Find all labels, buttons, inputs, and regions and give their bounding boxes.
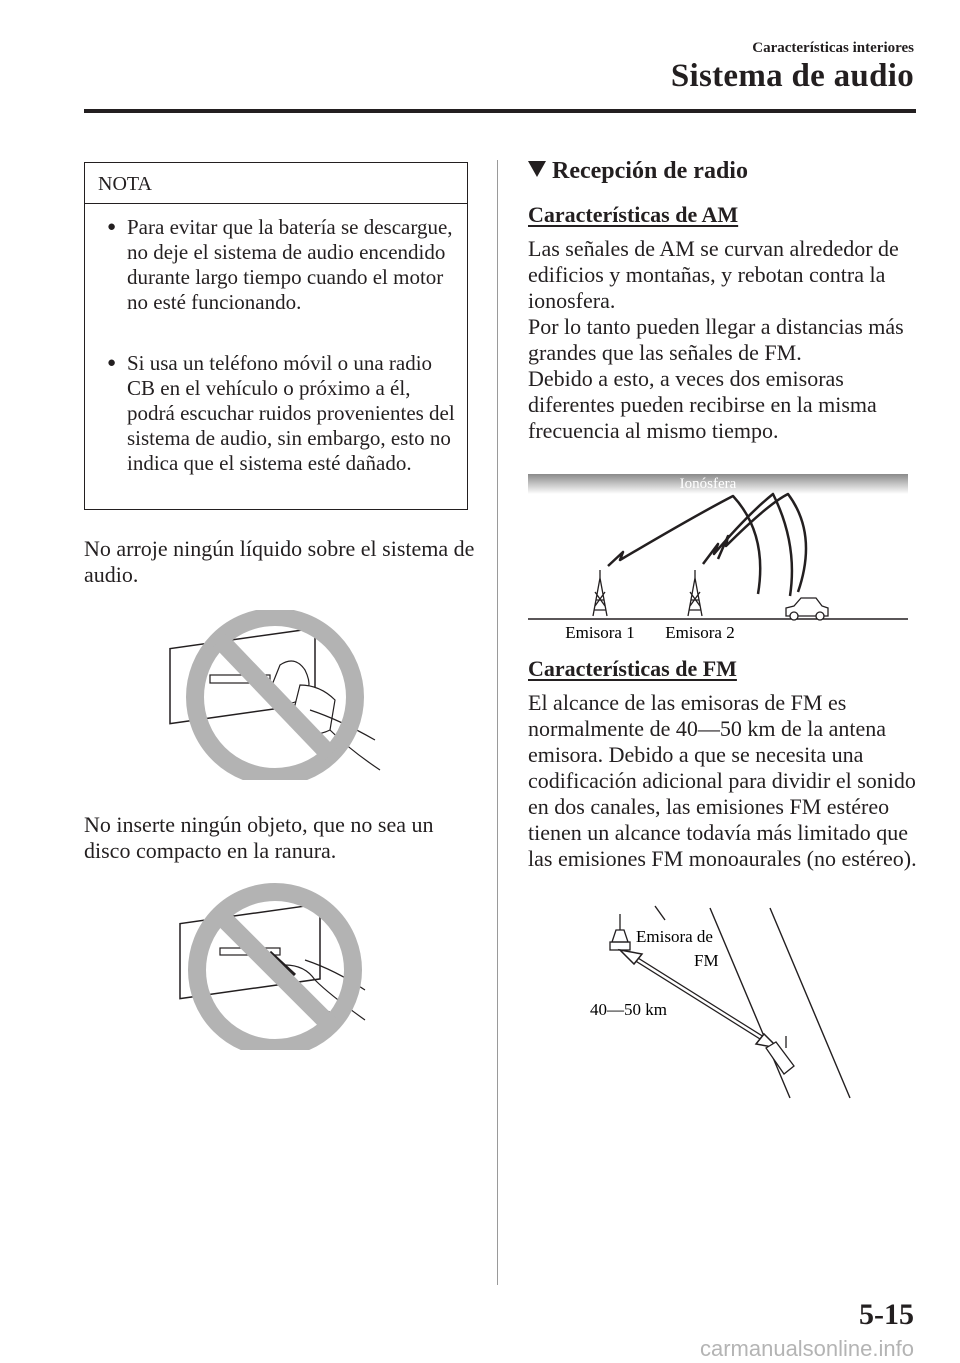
no-objects-illustration <box>170 880 380 1050</box>
am-signal-outline <box>733 496 778 594</box>
station-1-label: Emisora 1 <box>565 623 635 642</box>
fm-station-label-line2: FM <box>694 951 719 970</box>
am-propagation-figure <box>528 474 908 644</box>
note-item <box>105 351 455 476</box>
am-text: Las señales de AM se curvan alrededor de edificios y montañas, y rebotan contra la ionosfera. Por lo tanto pueden llegar a distancias más grandes que las señales de FM. Debido a esto, a veces dos emisoras diferentes pueden recibirse en la misma frecuencia al mismo tiempo. <box>528 236 904 443</box>
am-signal-waves <box>608 494 806 596</box>
am-subheading: Características de AM <box>528 202 739 227</box>
header-rule <box>84 109 916 113</box>
road-edge-left <box>710 908 790 1098</box>
tower-2-icon <box>688 570 702 616</box>
column-divider <box>497 160 498 1285</box>
road-edge-mark <box>655 906 665 920</box>
fm-subheading: Características de FM <box>528 656 737 681</box>
fm-range-figure <box>580 898 860 1108</box>
paragraph-no-objects: No inserte ningún objeto, que no sea un disco compacto en la ranura. <box>84 812 434 863</box>
fm-station-label-line1: Emisora de <box>636 927 713 946</box>
fm-text: El alcance de las emisoras de FM es normalmente de 40―50 km de la antena emisora. Debido a que se necesita una codificación adicional para dividir el sonido en dos canales, las emisiones FM estéreo tienen un alcance todavía más limitado que las emisiones FM monoaurales (no estéreo). <box>528 690 917 871</box>
note-box <box>84 162 468 510</box>
triangle-icon <box>528 161 546 177</box>
car-icon <box>786 598 828 620</box>
note-title: NOTA <box>98 173 152 195</box>
no-liquid-illustration <box>160 610 390 780</box>
radio-reception-heading <box>528 158 748 185</box>
section-title: Sistema de audio <box>670 58 914 94</box>
tower-1-icon <box>593 570 607 616</box>
note-item-text: Si usa un teléfono móvil o una radio CB en el vehículo o próximo a él, podrá escuchar ruidos provenientes del sistema de audio, sin embargo, esto no indica que el sistema esté dañado. <box>127 351 455 475</box>
fm-range-label: 40―50 km <box>590 1000 667 1019</box>
paragraph-no-liquid: No arroje ningún líquido sobre el sistema de audio. <box>84 536 475 587</box>
note-item-text: Para evitar que la batería se descargue, no deje el sistema de audio encendido durante largo tiempo cuando el motor no esté funcionando. <box>127 215 453 314</box>
section-subtitle: Características interiores <box>752 40 914 56</box>
bullet-icon: ● <box>107 355 117 371</box>
note-divider <box>85 203 467 204</box>
radio-reception-heading-text: Recepción de radio <box>552 158 748 184</box>
fm-antenna-icon <box>610 914 630 950</box>
page-number: 5-15 <box>859 1298 914 1331</box>
watermark: carmanualsonline.info <box>699 1336 914 1361</box>
bullet-icon: ● <box>107 219 117 235</box>
station-2-label: Emisora 2 <box>665 623 735 642</box>
ionosphere-label: Ionósfera <box>679 476 737 492</box>
note-item <box>105 215 455 315</box>
